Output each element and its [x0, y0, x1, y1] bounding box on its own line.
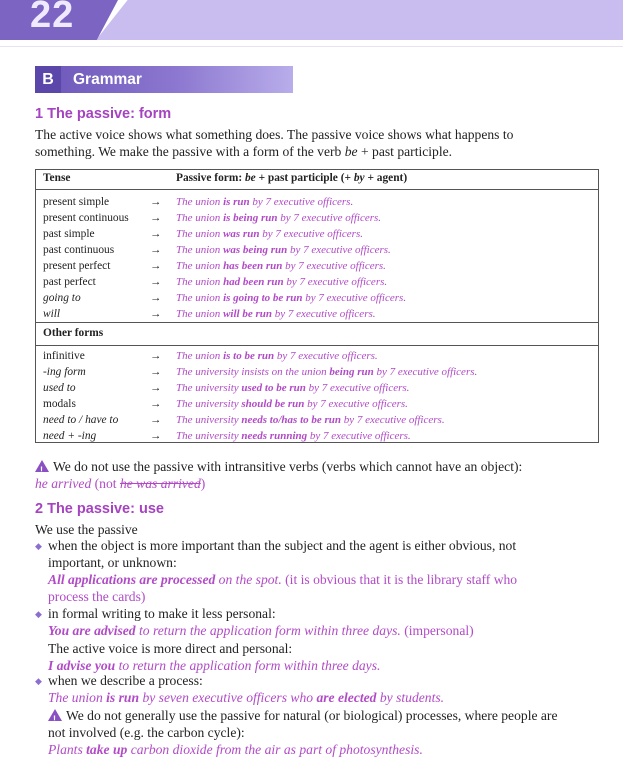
- example-sentence: The union is going to be run by 7 executive officers.: [176, 292, 407, 304]
- table-divider: [36, 345, 598, 346]
- arrow-icon: →: [150, 276, 162, 288]
- table-row: [36, 412, 598, 428]
- section-title: Grammar: [73, 71, 142, 88]
- table-row: [36, 364, 598, 380]
- warning-triangle-icon: [48, 709, 62, 721]
- example-sentence: The union was run by 7 executive officers.: [176, 228, 363, 240]
- arrow-icon: →: [150, 260, 162, 272]
- arrow-icon: →: [150, 228, 162, 240]
- example-sentence: The university insists on the union being run by 7 executive officers.: [176, 366, 478, 378]
- table-row: [36, 396, 598, 412]
- table-row: [36, 290, 598, 306]
- use-bullet-3: when we describe a process: The union is run by seven executive officers who are elected by students.: [48, 673, 445, 705]
- table-row: [36, 380, 598, 396]
- tense-name: past continuous: [43, 244, 115, 256]
- other-forms-label: Other forms: [43, 327, 104, 339]
- table-divider: [36, 322, 598, 323]
- use-bullet-2: in formal writing to make it less personal: You are advised to return the application form within three days. (impersonal): [48, 606, 474, 638]
- tense-name: going to: [43, 292, 81, 304]
- tense-name: will: [43, 308, 61, 320]
- example-sentence: The university used to be run by 7 executive officers.: [176, 382, 410, 394]
- arrow-icon: →: [150, 196, 162, 208]
- col-header-tense: Tense: [43, 172, 71, 184]
- passive-form-table: [35, 169, 599, 443]
- example-sentence: The union has been run by 7 executive officers.: [176, 260, 386, 272]
- example-sentence: The union is being run by 7 executive officers.: [176, 212, 382, 224]
- arrow-icon: →: [150, 430, 162, 442]
- unit-number: 22: [30, 0, 75, 36]
- use-bullet-1: when the object is more important than the subject and the agent is either obvious, not important, or unknown: All applications are processed on the spot. (it is obvious that it is the library staff who process the cards): [48, 538, 518, 604]
- table-row: [36, 242, 598, 258]
- table-row: [36, 306, 598, 322]
- example-sentence: The university needs running by 7 executive officers.: [176, 430, 411, 442]
- example-sentence: The union was being run by 7 executive officers.: [176, 244, 391, 256]
- warning-triangle-icon: [35, 460, 49, 472]
- table-row: [36, 428, 598, 444]
- col-header-passive-form: Passive form: be + past participle (+ by + agent): [176, 172, 408, 184]
- note-intransitive-example: he arrived (not he was arrived): [35, 476, 206, 491]
- example-sentence: The union is to be run by 7 executive officers.: [176, 350, 378, 362]
- active-voice-note: The active voice is more direct and personal: I advise you to return the application form within three days.: [48, 641, 381, 673]
- tense-name: infinitive: [43, 350, 85, 362]
- unit-header-band: [0, 0, 623, 46]
- note-intransitive: !We do not use the passive with intransitive verbs (verbs which cannot have an object):: [35, 458, 522, 475]
- arrow-icon: →: [150, 350, 162, 362]
- note-natural-processes: !We do not generally use the passive for natural (or biological) processes, where people are not involved (e.g. the carbon cycle): Plants take up carbon dioxide from the air as part of photosynthesis.: [48, 707, 598, 758]
- arrow-icon: →: [150, 292, 162, 304]
- tense-name: modals: [43, 398, 76, 410]
- table-row: [36, 274, 598, 290]
- arrow-icon: →: [150, 212, 162, 224]
- table-row: [36, 226, 598, 242]
- arrow-icon: →: [150, 398, 162, 410]
- example-sentence: The university needs to/has to be run by 7 executive officers.: [176, 414, 445, 426]
- table-row: [36, 348, 598, 364]
- arrow-icon: →: [150, 414, 162, 426]
- table-row: [36, 258, 598, 274]
- intro-paragraph: [35, 126, 595, 160]
- example-sentence: The union is run by 7 executive officers.: [176, 196, 354, 208]
- tense-name: present continuous: [43, 212, 129, 224]
- tense-name: -ing form: [43, 366, 86, 378]
- header-rule: [0, 46, 623, 47]
- use-intro: We use the passive: [35, 522, 138, 537]
- bullet-diamond-icon: ◆: [35, 541, 42, 551]
- section-letter: B: [35, 66, 61, 93]
- tense-name: used to: [43, 382, 76, 394]
- example-sentence: The university should be run by 7 executive officers.: [176, 398, 408, 410]
- table-row: [36, 210, 598, 226]
- example-sentence: The union will be run by 7 executive officers.: [176, 308, 376, 320]
- bullet-diamond-icon: ◆: [35, 676, 42, 686]
- heading-passive-use: 2 The passive: use: [35, 501, 164, 517]
- example-sentence: The union had been run by 7 executive officers.: [176, 276, 388, 288]
- heading-passive-form: 1 The passive: form: [35, 106, 172, 122]
- table-divider: [36, 189, 598, 190]
- tense-name: need to / have to: [43, 414, 119, 426]
- tense-name: need + -ing: [43, 430, 97, 442]
- tense-name: past perfect: [43, 276, 96, 288]
- arrow-icon: →: [150, 382, 162, 394]
- table-row: [36, 194, 598, 210]
- arrow-icon: →: [150, 244, 162, 256]
- intro-line-1: The active voice shows what something does. The passive voice shows what happens to: [35, 127, 514, 142]
- tense-name: present simple: [43, 196, 110, 208]
- arrow-icon: →: [150, 308, 162, 320]
- intro-line-2: something. We make the passive with a form of the verb be + past participle.: [35, 144, 453, 159]
- bullet-diamond-icon: ◆: [35, 609, 42, 619]
- arrow-icon: →: [150, 366, 162, 378]
- tense-name: past simple: [43, 228, 95, 240]
- tense-name: present perfect: [43, 260, 111, 272]
- header-light-band: [96, 0, 623, 40]
